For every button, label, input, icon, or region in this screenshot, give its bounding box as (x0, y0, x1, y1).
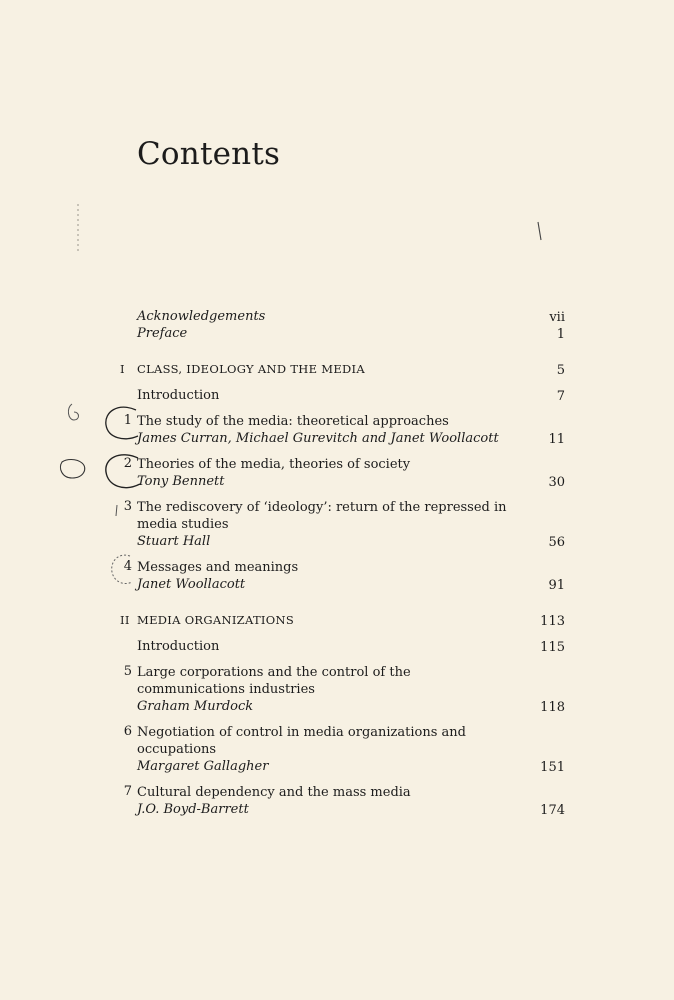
part-numeral: II (120, 613, 130, 627)
chapter-number: 1 (123, 413, 132, 428)
entry-title: Introduction (137, 388, 220, 403)
entry-page: 7 (556, 389, 565, 404)
chapter-title: The rediscovery of ‘ideology’: return of the repressed in media studies (137, 500, 507, 532)
chapter-author: Tony Bennett (137, 474, 225, 489)
part-heading-2 (120, 612, 568, 629)
entry-page: 91 (548, 578, 565, 593)
entry-title: Acknowledgements (137, 309, 266, 324)
chapter-title: Large corporations and the control of the communications industries (137, 665, 411, 697)
entry-title: Preface (137, 326, 188, 341)
chapter-author: J.O. Boyd-Barrett (137, 802, 249, 817)
toc-entry-chapter (120, 413, 568, 447)
entry-page: 174 (540, 803, 565, 818)
part-heading-1 (120, 361, 568, 378)
page-title: Contents (137, 136, 281, 172)
pen-mark-margin (538, 222, 541, 240)
chapter-author: Stuart Hall (137, 534, 211, 549)
chapter-number: 5 (123, 664, 132, 679)
toc-entry-acknowledgements (120, 308, 568, 325)
chapter-author: Margaret Gallagher (137, 759, 269, 774)
part-heading: MEDIA ORGANIZATIONS (137, 613, 295, 627)
chapter-author: Janet Woollacott (137, 577, 246, 592)
chapter-title: Cultural dependency and the mass media (137, 785, 411, 800)
entry-page: 5 (556, 363, 565, 378)
entry-page: 151 (540, 760, 565, 775)
entry-page: 56 (548, 535, 565, 550)
chapter-number: 6 (123, 724, 132, 739)
chapter-author: Graham Murdock (137, 699, 254, 714)
toc-entry-introduction (120, 638, 568, 655)
entry-page: 113 (540, 614, 565, 629)
toc-entry-chapter (120, 456, 568, 490)
entry-page: 118 (540, 700, 565, 715)
pen-scribble-0 (60, 460, 84, 479)
toc-entry-introduction (120, 387, 568, 404)
chapter-number: 7 (123, 784, 132, 799)
pen-tick-3 (116, 505, 117, 516)
chapter-title: The study of the media: theoretical approaches (137, 414, 449, 429)
part-numeral: I (120, 362, 125, 376)
chapter-number: 2 (123, 456, 132, 471)
part-heading: CLASS, IDEOLOGY AND THE MEDIA (137, 362, 366, 376)
chapter-title: Negotiation of control in media organizations and occupations (137, 725, 466, 757)
chapter-number: 3 (123, 499, 132, 514)
entry-page: 1 (556, 327, 565, 342)
chapter-number: 4 (123, 559, 132, 574)
entry-page: 115 (540, 640, 565, 655)
chapter-title: Messages and meanings (137, 560, 299, 575)
toc-entry-chapter (120, 499, 568, 550)
chapter-title: Theories of the media, theories of society (137, 457, 411, 472)
entry-page: vii (549, 310, 565, 325)
entry-page: 30 (548, 475, 565, 490)
pen-scribble-6 (68, 404, 78, 420)
table-of-contents (120, 308, 568, 818)
entry-page: 11 (548, 432, 565, 447)
entry-title: Introduction (137, 639, 220, 654)
toc-entry-chapter (120, 784, 568, 818)
toc-entry-preface (120, 325, 568, 342)
toc-entry-chapter (120, 559, 568, 593)
toc-entry-chapter (120, 664, 568, 715)
chapter-author: James Curran, Michael Gurevitch and Janet Woollacott (137, 431, 499, 446)
toc-entry-chapter (120, 724, 568, 775)
